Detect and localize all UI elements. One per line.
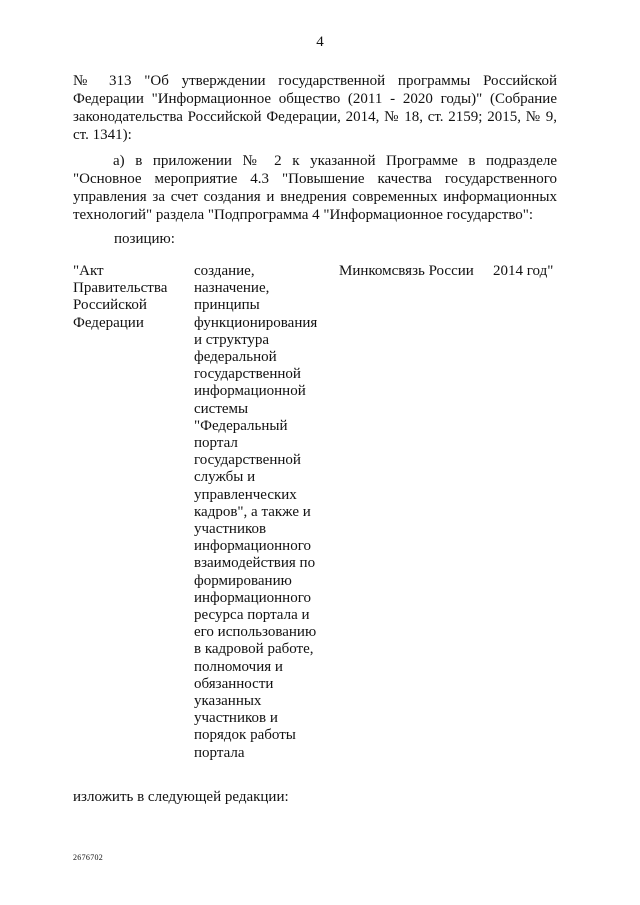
cell-year: 2014 год" [493,263,554,279]
paragraph-position-label: позицию: [114,231,175,247]
cell-document-type: "Акт Правительства Российской Федерации [73,263,168,331]
page-number: 4 [316,34,324,50]
cell-description: создание, назначение, принципы функционирования и структура федеральной государственной информационной системы "Федеральный портал государственной службы и управленческих кадров", а также и участников информационного взаимодействия по формированию информационного ресурса портала и его использованию в кадровой работе, полномочия и обязанности указанных участников и порядок работы портала [194,263,318,761]
paragraph-new-wording: изложить в следующей редакции: [73,789,289,805]
paragraph-resolution-reference: № 313 "Об утверждении государственной программы Российской Федерации "Информационное общество (2011 - 2020 годы)" (Собрание законодательства Российской Федерации, 2014, № 18, ст. 2159; 2015, № 9, ст. 1341): [73,73,557,143]
document-code: 2676702 [73,853,104,862]
paragraph-amendment-a: а) в приложении № 2 к указанной Программе в подразделе "Основное мероприятие 4.3 "Повышение качества государственного управления за счет создания и внедрения современных информационных технологий" раздела "Подпрограмма 4 "Информационное государство": [73,153,557,223]
cell-responsible: Минкомсвязь России [339,263,474,279]
